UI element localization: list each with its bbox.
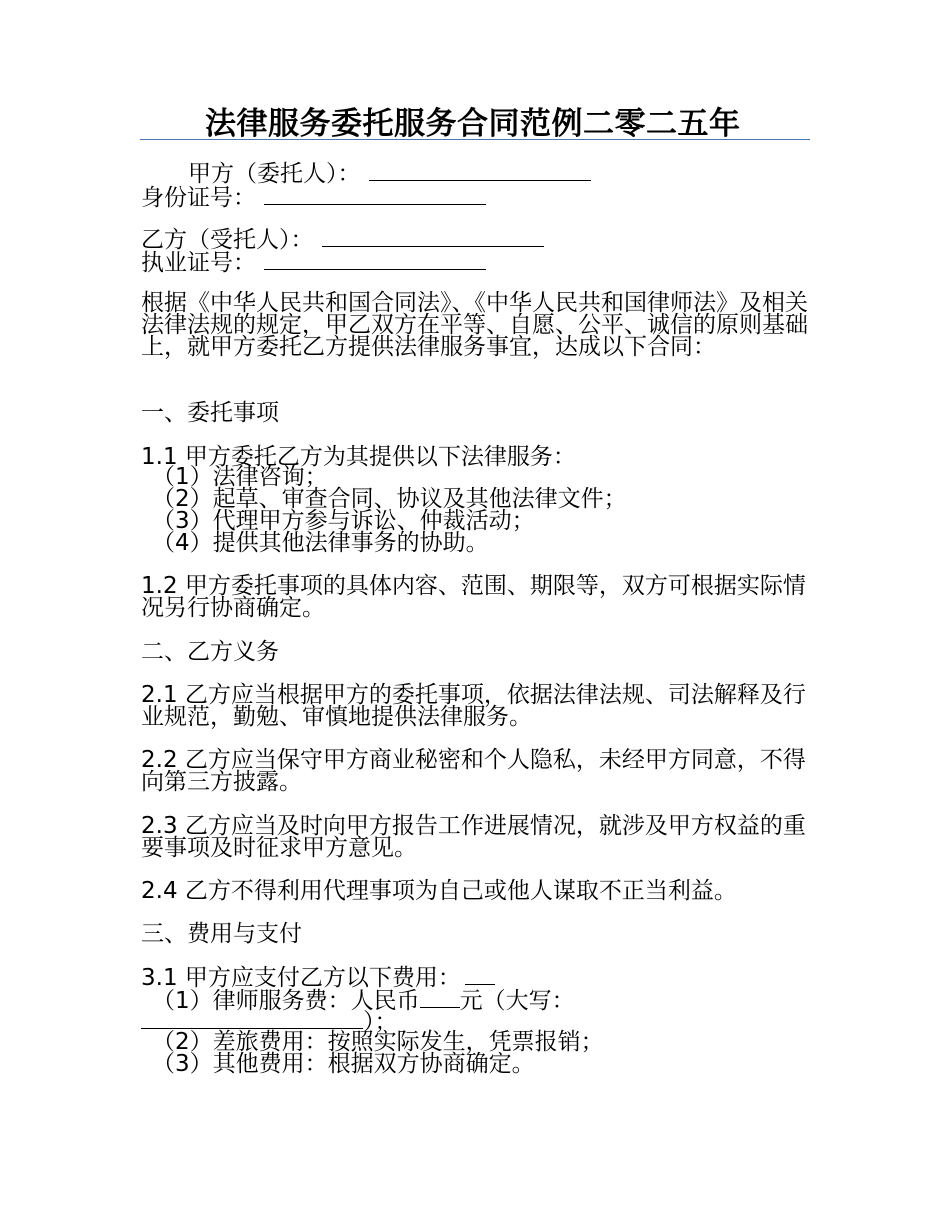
document-title: 法律服务委托服务合同范例二零二五年 — [205, 106, 741, 142]
party-b-label: 乙方（受托人）： — [141, 227, 314, 253]
clause-1-1: 1.1 甲方委托乙方为其提供以下法律服务： — [141, 444, 576, 470]
fee-item-2: （2）差旅费用：按照实际发生，凭票报销； — [152, 1029, 604, 1055]
party-a-id-line — [141, 184, 486, 211]
clause-3-1: 3.1 甲方应支付乙方以下费用： — [141, 965, 461, 991]
fee-amount-blank — [420, 987, 460, 1008]
clause-3-1-blank — [465, 964, 495, 985]
fee-item-3: （3）其他费用：根据双方协商确定。 — [152, 1051, 535, 1077]
title-underline — [140, 139, 810, 140]
party-a-line — [188, 160, 591, 187]
clause-2-1: 2.1 乙方应当根据甲方的委托事项，依据法律法规、司法解释及行业规范，勤勉、审慎地提供法律服务。 — [141, 682, 806, 730]
preamble-paragraph: 根据《中华人民共和国合同法》、《中华人民共和国律师法》及相关法律法规的规定，甲乙双方在平等、自愿、公平、诚信的原则基础上，就甲方委托乙方提供法律服务事宜，达成以下合同： — [141, 290, 808, 360]
fee-item-1-suffix: ）； — [363, 1009, 398, 1035]
party-b-blank — [322, 226, 544, 247]
clause-1-2: 1.2 甲方委托事项的具体内容、范围、期限等，双方可根据实际情况另行协商确定。 — [141, 573, 806, 621]
section-1-heading: 一、委托事项 — [141, 400, 279, 426]
fee-item-1-caps-label: 元（大写： — [459, 988, 575, 1014]
service-item-1: （1）法律咨询； — [152, 464, 328, 490]
service-item-3: （3）代理甲方参与诉讼、仲裁活动； — [152, 508, 535, 534]
party-b-license-label: 执业证号： — [141, 250, 256, 276]
party-a-id-label: 身份证号： — [141, 185, 256, 211]
party-a-blank — [369, 160, 591, 181]
fee-item-1-prefix: （1）律师服务费：人民币 — [152, 988, 420, 1014]
party-a-id-blank — [264, 184, 486, 205]
fee-caps-blank — [141, 1008, 363, 1029]
party-a-label: 甲方（委托人）： — [188, 161, 361, 187]
section-3-heading: 三、费用与支付 — [141, 921, 302, 947]
party-b-license-blank — [264, 249, 486, 270]
clause-2-2: 2.2 乙方应当保守甲方商业秘密和个人隐私，未经甲方同意，不得向第三方披露。 — [141, 747, 806, 795]
party-b-license-line — [141, 249, 486, 276]
service-item-4: （4）提供其他法律事务的协助。 — [152, 530, 489, 556]
section-2-heading: 二、乙方义务 — [141, 639, 279, 665]
clause-2-3: 2.3 乙方应当及时向甲方报告工作进展情况，就涉及甲方权益的重要事项及时征求甲方意见。 — [141, 813, 806, 861]
service-item-2: （2）起草、审查合同、协议及其他法律文件； — [152, 486, 627, 512]
clause-2-4: 2.4 乙方不得利用代理事项为自己或他人谋取不正当利益。 — [141, 878, 737, 904]
